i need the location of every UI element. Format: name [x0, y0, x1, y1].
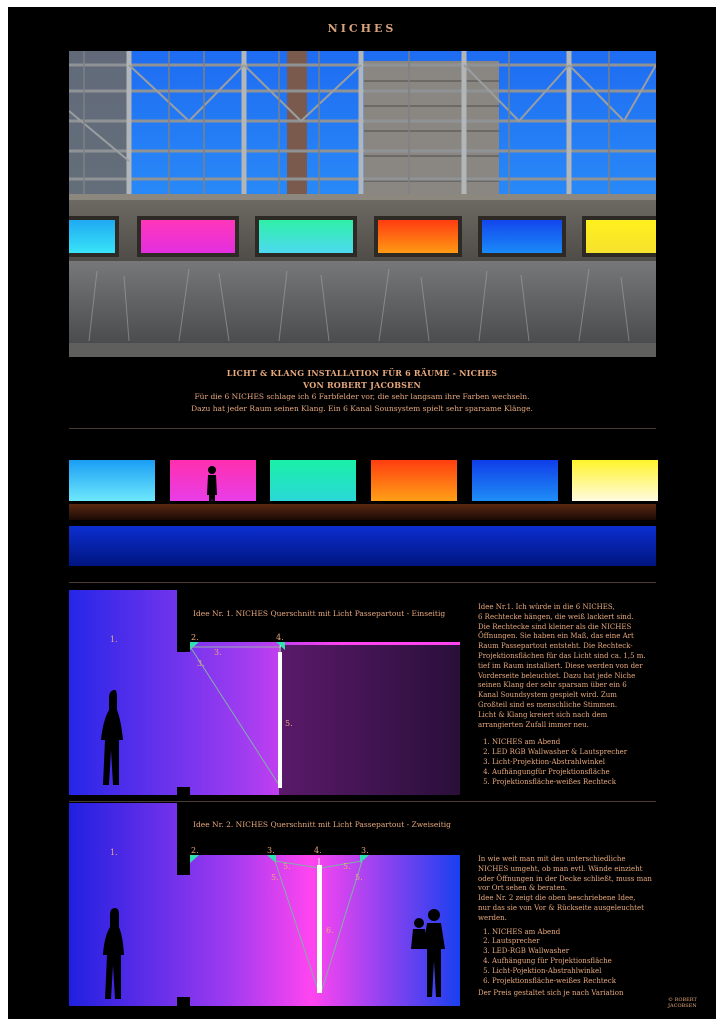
blue-band	[69, 526, 656, 566]
intro-line-1: Für die 6 NICHES schlage ich 6 Farbfelder vor, die sehr langsam ihre Farben wechseln.	[194, 392, 530, 401]
idea-2-paragraph-line: werden.	[478, 913, 507, 922]
divider	[69, 428, 656, 429]
legend-item: 3. Licht-Projektion-Abstrahlwinkel	[492, 758, 668, 768]
idea-2-label-5c: 5.	[271, 873, 279, 882]
idea-1-description	[478, 603, 668, 787]
legend-item: 3. LED-RGB Wallwasher	[492, 947, 668, 957]
idea-1-paragraph-line: tief im Raum installiert. Diese werden von der	[478, 661, 643, 670]
legend-item: 2. LED RGB Wallwasher & Lautsprecher	[492, 748, 668, 758]
idea-2-description	[478, 855, 668, 999]
floor-strip	[69, 504, 656, 520]
legend-item: 4. Aufhängung für Projektionsfläche	[492, 957, 668, 967]
legend-item: 1. NICHES am Abend	[492, 738, 668, 748]
idea-2-label-3b: 3.	[361, 846, 369, 855]
idea-1-label-3b: 3.	[197, 659, 205, 668]
price-note: Der Preis gestaltet sich je nach Variation	[478, 989, 624, 998]
idea-2-label-2: 2.	[191, 846, 199, 855]
legend-item: 1. NICHES am Abend	[492, 928, 668, 938]
legend-item: 5. Licht-Pojektion-Abstrahlwinkel	[492, 967, 668, 977]
niche-rect-3	[270, 460, 356, 501]
idea-1-label-1: 1.	[110, 635, 118, 644]
divider	[69, 582, 656, 583]
niche-rect-1	[69, 460, 155, 501]
intro-text	[8, 391, 716, 415]
idea-2-label-5b: 5.	[343, 862, 351, 871]
idea-1-paragraph-line: arrangierten Zufall immer neu.	[478, 720, 589, 729]
niche-rect-4	[371, 460, 457, 501]
legend-item: 4. Aufhängungfür Projektionsfläche	[492, 768, 668, 778]
idea-1-label-4: 4.	[276, 633, 284, 642]
niche-rect-6	[572, 460, 658, 501]
poster	[8, 7, 716, 1019]
idea-2-paragraph-line: oder Öffnungen in der Decke schließt, muss man	[478, 874, 652, 883]
idea-2-paragraph-line: NICHES umgeht, ob man evtl. Wände einzieht	[478, 864, 643, 873]
idea-1-diagram	[69, 590, 460, 795]
idea-1-paragraph-line: Licht & Klang kreiert sich nach dem	[478, 710, 608, 719]
idea-2-label-3a: 3.	[267, 846, 275, 855]
copyright-line-1: © ROBERT	[668, 997, 697, 1003]
idea-2-label-6: 6.	[326, 926, 334, 935]
hero-photo	[69, 51, 656, 357]
idea-1-title: Idee Nr. 1. NICHES Querschnitt mit Licht Passepartout - Einseitig	[193, 609, 446, 618]
idea-2-legend	[478, 928, 668, 987]
idea-2-label-4: 4.	[314, 846, 322, 855]
idea-2-label-5a: 5.	[283, 862, 291, 871]
legend-item: 5. Projektionsfläche-weißes Rechteck	[492, 778, 668, 788]
idea-1-paragraph-line: seinen Klang der sehr sparsam über ein 6	[478, 681, 627, 690]
idea-2-paragraph-line: Idee Nr. 2 zeigt die oben beschriebene Idee,	[478, 894, 636, 903]
niche-rect-5	[472, 460, 558, 501]
idea-2-label-5d: 5.	[355, 873, 363, 882]
idea-1-label-2: 2.	[191, 633, 199, 642]
idea-2-paragraph-line: In wie weit man mit den unterschiedliche	[478, 855, 626, 863]
idea-1-paragraph-line: Projektionsflächen für das Licht sind ca. 1,5 m.	[478, 651, 646, 660]
idea-1-paragraph-line: Raum Passepartout entsteht. Die Rechteck-	[478, 642, 633, 651]
idea-2-paragraph-line: nur das sie von Vor & Rückseite ausgeleuchtet	[478, 903, 644, 912]
adult-head	[428, 909, 440, 921]
idea-1-label-5: 5.	[285, 719, 293, 728]
copyright	[668, 997, 713, 1009]
idea-1-paragraph-line: Öffnungen. Sie haben ein Maß, das eine Art	[478, 632, 634, 641]
idea-2-title: Idee Nr. 2. NICHES Querschnitt mit Licht Passepartout - Zweiseitig	[193, 820, 451, 829]
page-title: NICHES	[327, 22, 397, 35]
heading-line-1: LICHT & KLANG INSTALLATION FÜR 6 RÄUME - NICHES	[226, 368, 498, 378]
idea-2-diagram	[69, 803, 460, 1006]
idea-1-paragraph-line: Vorderseite beleuchtet. Dazu hat jede Niche	[478, 671, 636, 680]
installation-heading	[8, 367, 716, 391]
idea-2-label-1: 1.	[110, 848, 118, 857]
idea-2-paragraph-line: vor Ort sehen & beraten.	[478, 884, 568, 893]
legend-item: 2. Lautsprecher	[492, 937, 668, 947]
idea-1-paragraph-line: 6 Rechtecke hängen, die weiß lackiert sind.	[478, 612, 634, 621]
idea-1-legend	[478, 738, 668, 787]
heading-line-2: VON ROBERT JACOBSEN	[303, 380, 421, 390]
idea-1-paragraph-line: Kanal Soundsystem gespielt wird. Zum	[478, 691, 617, 700]
idea-1-paragraph-line: Großteil sind es menschliche Stimmen.	[478, 700, 618, 709]
divider	[69, 801, 656, 802]
idea-1-label-3a: 3.	[214, 648, 222, 657]
copyright-line-2: JACOBSEN	[668, 1003, 697, 1009]
child-head	[414, 918, 424, 928]
legend-item: 6. Projektionsfläche-weißes Rechteck	[492, 977, 668, 987]
child-silhouette	[411, 929, 427, 949]
idea-1-paragraph-line: Idee Nr.1. Ich würde in die 6 NICHES,	[478, 603, 615, 611]
intro-line-2: Dazu hat jeder Raum seinen Klang. Ein 6 Kanal Sounsystem spielt sehr sparsame Klänge.	[191, 404, 533, 413]
idea-1-paragraph-line: Die Rechtecke sind kleiner als die NICHES	[478, 622, 632, 631]
